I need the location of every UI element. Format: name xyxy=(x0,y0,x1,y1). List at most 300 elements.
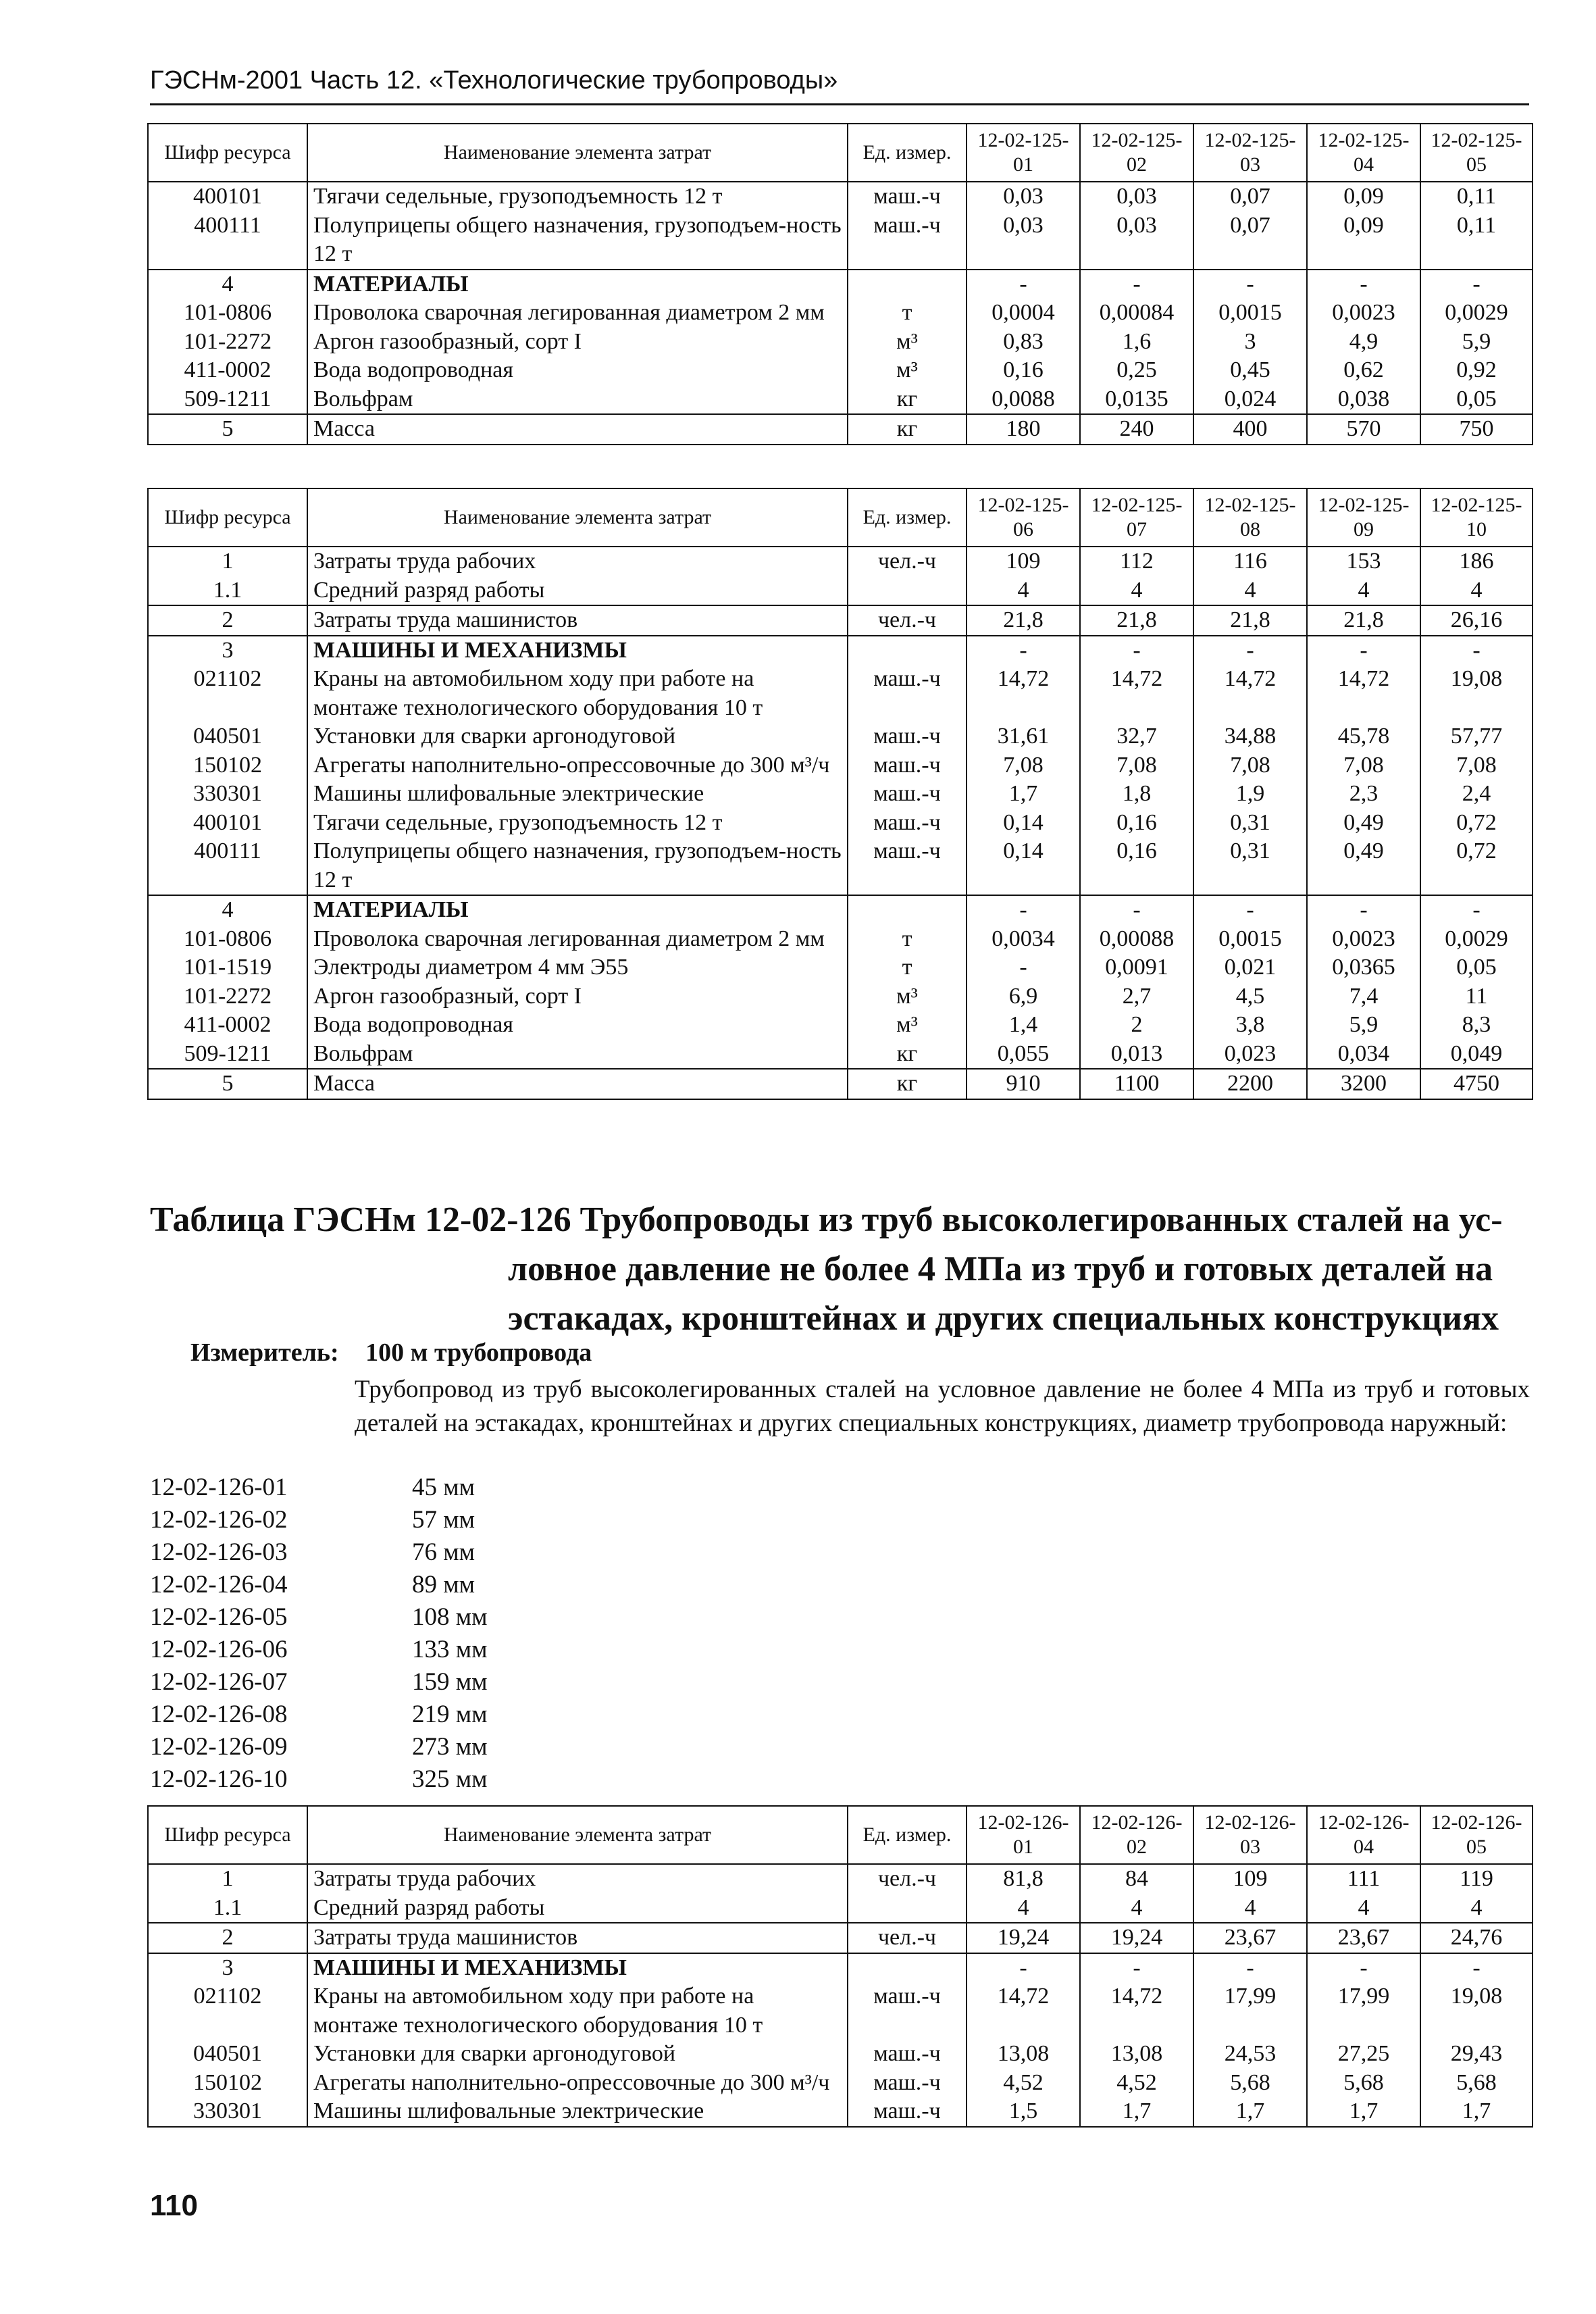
norm-value: 0,0088 xyxy=(967,385,1080,415)
norm-value: 23,67 xyxy=(1307,1923,1420,1953)
resource-code: 330301 xyxy=(148,780,307,809)
norm-value: 111 xyxy=(1307,1864,1420,1894)
norm-value: 240 xyxy=(1080,414,1193,445)
table-row xyxy=(148,270,1533,299)
resource-name: Затраты труда рабочих xyxy=(307,1864,848,1894)
norm-value: 4 xyxy=(1420,1894,1533,1923)
norm-value: 7,08 xyxy=(967,751,1080,780)
norm-value: 4,5 xyxy=(1193,982,1307,1011)
norm-value: - xyxy=(1307,636,1420,665)
norm-value: 0,31 xyxy=(1193,837,1307,895)
norm-value: - xyxy=(967,270,1080,299)
norm-value: 0,07 xyxy=(1193,182,1307,211)
resource-name: Установки для сварки аргонодуговой xyxy=(307,2040,848,2069)
norm-value: 4,52 xyxy=(967,2069,1080,2098)
norm-value: 21,8 xyxy=(1080,605,1193,636)
norm-value: 0,023 xyxy=(1193,1040,1307,1070)
resource-name: Вольфрам xyxy=(307,385,848,415)
norm-value: - xyxy=(1193,636,1307,665)
resource-code: 4 xyxy=(148,895,307,925)
resource-name: Краны на автомобильном ходу при работе на монтаже технологического оборудования 10 т xyxy=(307,1982,848,2040)
resource-code: 2 xyxy=(148,605,307,636)
norm-value: 3200 xyxy=(1307,1069,1420,1099)
norm-value: 0,055 xyxy=(967,1040,1080,1070)
norm-value: 8,3 xyxy=(1420,1011,1533,1040)
norm-value: 14,72 xyxy=(1193,665,1307,722)
norm-value: 4 xyxy=(967,576,1080,606)
variant-diameter: 57 мм xyxy=(412,1506,475,1534)
variant-item xyxy=(150,1699,488,1731)
resource-code: 3 xyxy=(148,1953,307,1983)
norm-value: 14,72 xyxy=(967,665,1080,722)
norm-value: 19,24 xyxy=(967,1923,1080,1953)
variant-diameter: 219 мм xyxy=(412,1701,488,1728)
table-row xyxy=(148,356,1533,385)
variant-item xyxy=(150,1634,488,1666)
norm-value: 7,4 xyxy=(1307,982,1420,1011)
resource-code: 1 xyxy=(148,1864,307,1894)
norm-value: 45,78 xyxy=(1307,722,1420,751)
resource-code: 509-1211 xyxy=(148,1040,307,1070)
variant-diameter: 108 мм xyxy=(412,1603,488,1631)
norm-value: 4 xyxy=(1080,576,1193,606)
table-row xyxy=(148,2069,1533,2098)
table-row xyxy=(148,1982,1533,2040)
resource-name: Затраты труда машинистов xyxy=(307,605,848,636)
norm-value: 4,9 xyxy=(1307,328,1420,357)
norm-value: 0,03 xyxy=(1080,182,1193,211)
col-head-norm: 12-02-125-09 xyxy=(1307,488,1420,547)
resource-unit: маш.-ч xyxy=(848,182,967,211)
norm-value: 180 xyxy=(967,414,1080,445)
table-row xyxy=(148,2097,1533,2127)
col-head-norm: 12-02-125-07 xyxy=(1080,488,1193,547)
variant-diameter: 89 мм xyxy=(412,1571,475,1599)
resource-code: 021102 xyxy=(148,1982,307,2040)
resource-unit: кг xyxy=(848,1069,967,1099)
resource-unit: м³ xyxy=(848,356,967,385)
norm-value: - xyxy=(1193,270,1307,299)
col-head-norm: 12-02-125-06 xyxy=(967,488,1080,547)
norm-value: 19,08 xyxy=(1420,1982,1533,2040)
variant-diameter: 159 мм xyxy=(412,1668,488,1696)
measure-value: 100 м трубопровода xyxy=(365,1338,592,1367)
norm-value: 32,7 xyxy=(1080,722,1193,751)
norm-value: 0,0015 xyxy=(1193,925,1307,954)
norm-value: 2200 xyxy=(1193,1069,1307,1099)
norm-value: 0,16 xyxy=(1080,809,1193,838)
resource-unit: м³ xyxy=(848,982,967,1011)
norm-value: 7,08 xyxy=(1420,751,1533,780)
resource-unit xyxy=(848,1953,967,1983)
norm-value: 84 xyxy=(1080,1864,1193,1894)
norm-value: 0,03 xyxy=(967,182,1080,211)
norm-value: 2,3 xyxy=(1307,780,1420,809)
col-head-unit: Ед. измер. xyxy=(848,488,967,547)
resource-unit: маш.-ч xyxy=(848,2040,967,2069)
norm-value: 0,31 xyxy=(1193,809,1307,838)
col-head-norm: 12-02-126-03 xyxy=(1193,1806,1307,1864)
resource-unit: маш.-ч xyxy=(848,2097,967,2127)
measure-label: Измеритель: xyxy=(190,1338,339,1367)
norm-value: 0,05 xyxy=(1420,385,1533,415)
norm-value: 0,0029 xyxy=(1420,925,1533,954)
variant-item xyxy=(150,1763,488,1796)
variant-code: 12-02-126-09 xyxy=(150,1733,288,1761)
variant-code: 12-02-126-03 xyxy=(150,1538,288,1566)
norm-value: 0,0004 xyxy=(967,299,1080,328)
variant-item xyxy=(150,1666,488,1699)
norm-value: 7,08 xyxy=(1307,751,1420,780)
norm-value: 0,14 xyxy=(967,837,1080,895)
resource-unit: м³ xyxy=(848,328,967,357)
variant-item xyxy=(150,1504,488,1536)
norm-value: 4,52 xyxy=(1080,2069,1193,2098)
norm-value: 0,0015 xyxy=(1193,299,1307,328)
norm-value: 0,16 xyxy=(1080,837,1193,895)
table-row xyxy=(148,895,1533,925)
resource-name: Аргон газообразный, сорт I xyxy=(307,982,848,1011)
variant-code: 12-02-126-01 xyxy=(150,1474,288,1501)
resource-code: 509-1211 xyxy=(148,385,307,415)
table-row xyxy=(148,780,1533,809)
norm-value: 7,08 xyxy=(1080,751,1193,780)
col-head-name: Наименование элемента затрат xyxy=(307,124,848,182)
norm-value: 19,24 xyxy=(1080,1923,1193,1953)
variant-code: 12-02-126-02 xyxy=(150,1506,288,1534)
table-row xyxy=(148,1923,1533,1953)
resource-code: 101-0806 xyxy=(148,299,307,328)
resource-code: 400101 xyxy=(148,809,307,838)
table-row xyxy=(148,414,1533,445)
norm-value: - xyxy=(1080,1953,1193,1983)
variant-item xyxy=(150,1536,488,1569)
resource-name: Затраты труда рабочих xyxy=(307,547,848,576)
variant-code: 12-02-126-06 xyxy=(150,1636,288,1663)
norm-value: - xyxy=(1420,1953,1533,1983)
variant-code: 12-02-126-07 xyxy=(150,1668,288,1696)
norm-value: 5,9 xyxy=(1420,328,1533,357)
norm-value: 5,68 xyxy=(1420,2069,1533,2098)
norm-value: - xyxy=(1307,270,1420,299)
col-head-code: Шифр ресурса xyxy=(148,488,307,547)
resource-code: 101-2272 xyxy=(148,982,307,1011)
col-head-norm: 12-02-126-01 xyxy=(967,1806,1080,1864)
running-header: ГЭСНм-2001 Часть 12. «Технологические трубопроводы» xyxy=(150,66,1529,105)
resource-unit: чел.-ч xyxy=(848,1864,967,1894)
norm-value: 0,021 xyxy=(1193,953,1307,982)
resource-code: 021102 xyxy=(148,665,307,722)
table-title-line: эстакадах, кронштейнах и других специальных конструкциях xyxy=(508,1299,1499,1338)
norm-value: 0,00084 xyxy=(1080,299,1193,328)
table-row xyxy=(148,605,1533,636)
table-title-line: Таблица ГЭСНм 12-02-126 Трубопроводы из труб высоколегированных сталей на ус- xyxy=(150,1201,1503,1239)
variant-code: 12-02-126-08 xyxy=(150,1701,288,1728)
table-row xyxy=(148,576,1533,606)
table-row xyxy=(148,1069,1533,1099)
norm-value: 0,0023 xyxy=(1307,299,1420,328)
norm-value: 14,72 xyxy=(967,1982,1080,2040)
norm-value: 0,09 xyxy=(1307,211,1420,270)
resource-code: 5 xyxy=(148,414,307,445)
norm-value: 109 xyxy=(1193,1864,1307,1894)
col-head-unit: Ед. измер. xyxy=(848,124,967,182)
resource-name: Затраты труда машинистов xyxy=(307,1923,848,1953)
table-row xyxy=(148,385,1533,415)
resource-table-125-part1 xyxy=(147,123,1533,445)
page-number: 110 xyxy=(150,2189,198,2222)
resource-unit xyxy=(848,895,967,925)
resource-unit: чел.-ч xyxy=(848,547,967,576)
table-row xyxy=(148,751,1533,780)
table-description: Трубопровод из труб высоколегированных сталей на условное давление не более 4 МПа из труб и готовых деталей на эстакадах, кронштейнах и других специальных конструкциях, диаметр трубопровода наружный: xyxy=(355,1376,1530,1437)
resource-table-125-part2 xyxy=(147,488,1533,1100)
norm-value: 0,0365 xyxy=(1307,953,1420,982)
norm-value: 0,14 xyxy=(967,809,1080,838)
variant-diameter: 45 мм xyxy=(412,1474,475,1501)
col-head-norm: 12-02-125-08 xyxy=(1193,488,1307,547)
table-row xyxy=(148,982,1533,1011)
resource-table-126 xyxy=(147,1805,1533,2128)
norm-value: 3 xyxy=(1193,328,1307,357)
norm-value: - xyxy=(1307,895,1420,925)
norm-value: 31,61 xyxy=(967,722,1080,751)
variant-diameter: 133 мм xyxy=(412,1636,488,1663)
resource-code: 400101 xyxy=(148,182,307,211)
norm-value: 34,88 xyxy=(1193,722,1307,751)
table-row xyxy=(148,722,1533,751)
norm-value: 109 xyxy=(967,547,1080,576)
table-row xyxy=(148,1864,1533,1894)
norm-value: 0,45 xyxy=(1193,356,1307,385)
norm-value: 0,00088 xyxy=(1080,925,1193,954)
norm-value: 0,0091 xyxy=(1080,953,1193,982)
resource-code: 040501 xyxy=(148,2040,307,2069)
resource-unit xyxy=(848,1894,967,1923)
resource-name: Проволока сварочная легированная диаметром 2 мм xyxy=(307,925,848,954)
resource-name: Машины шлифовальные электрические xyxy=(307,780,848,809)
col-head-norm: 12-02-125-10 xyxy=(1420,488,1533,547)
norm-value: 0,62 xyxy=(1307,356,1420,385)
norm-value: - xyxy=(967,953,1080,982)
resource-unit: кг xyxy=(848,1040,967,1070)
resource-unit: маш.-ч xyxy=(848,837,967,895)
norm-value: 5,9 xyxy=(1307,1011,1420,1040)
norm-value: 27,25 xyxy=(1307,2040,1420,2069)
resource-unit: маш.-ч xyxy=(848,722,967,751)
norm-value: 14,72 xyxy=(1080,1982,1193,2040)
resource-name: МАТЕРИАЛЫ xyxy=(307,270,848,299)
norm-value: 17,99 xyxy=(1193,1982,1307,2040)
resource-code: 1 xyxy=(148,547,307,576)
resource-name: Аргон газообразный, сорт I xyxy=(307,328,848,357)
resource-name: Средний разряд работы xyxy=(307,1894,848,1923)
norm-value: 4750 xyxy=(1420,1069,1533,1099)
table-row xyxy=(148,182,1533,211)
variant-item xyxy=(150,1601,488,1634)
norm-value: 119 xyxy=(1420,1864,1533,1894)
resource-unit xyxy=(848,270,967,299)
norm-value: 0,0023 xyxy=(1307,925,1420,954)
resource-unit: маш.-ч xyxy=(848,751,967,780)
norm-value: 4 xyxy=(1307,576,1420,606)
table-row xyxy=(148,636,1533,665)
norm-value: 1100 xyxy=(1080,1069,1193,1099)
norm-value: 116 xyxy=(1193,547,1307,576)
table-row xyxy=(148,925,1533,954)
resource-unit: маш.-ч xyxy=(848,211,967,270)
resource-name: Электроды диаметром 4 мм Э55 xyxy=(307,953,848,982)
col-head-norm: 12-02-125-05 xyxy=(1420,124,1533,182)
resource-unit: чел.-ч xyxy=(848,605,967,636)
col-head-norm: 12-02-125-02 xyxy=(1080,124,1193,182)
norm-value: 0,013 xyxy=(1080,1040,1193,1070)
resource-name: Тягачи седельные, грузоподъемность 12 т xyxy=(307,809,848,838)
col-head-norm: 12-02-126-02 xyxy=(1080,1806,1193,1864)
col-head-norm: 12-02-125-04 xyxy=(1307,124,1420,182)
resource-unit: чел.-ч xyxy=(848,1923,967,1953)
resource-name: Агрегаты наполнительно-опрессовочные до 300 м³/ч xyxy=(307,2069,848,2098)
resource-name: Краны на автомобильном ходу при работе на монтаже технологического оборудования 10 т xyxy=(307,665,848,722)
variant-list xyxy=(150,1472,488,1796)
resource-unit: маш.-ч xyxy=(848,2069,967,2098)
norm-value: 0,0034 xyxy=(967,925,1080,954)
resource-unit: кг xyxy=(848,414,967,445)
measure-unit xyxy=(190,1338,592,1367)
resource-name: Вода водопроводная xyxy=(307,356,848,385)
norm-value: 0,0029 xyxy=(1420,299,1533,328)
norm-value: 112 xyxy=(1080,547,1193,576)
norm-value: 57,77 xyxy=(1420,722,1533,751)
norm-value: 910 xyxy=(967,1069,1080,1099)
resource-name: Вода водопроводная xyxy=(307,1011,848,1040)
norm-value: 0,034 xyxy=(1307,1040,1420,1070)
resource-code: 400111 xyxy=(148,837,307,895)
norm-value: - xyxy=(1420,895,1533,925)
col-head-code: Шифр ресурса xyxy=(148,124,307,182)
norm-value: - xyxy=(1193,895,1307,925)
norm-value: 81,8 xyxy=(967,1864,1080,1894)
resource-code: 3 xyxy=(148,636,307,665)
variant-code: 12-02-126-04 xyxy=(150,1571,288,1599)
norm-value: 0,83 xyxy=(967,328,1080,357)
resource-name: Полуприцепы общего назначения, грузоподъем-ность 12 т xyxy=(307,211,848,270)
norm-value: 0,049 xyxy=(1420,1040,1533,1070)
resource-unit: кг xyxy=(848,385,967,415)
norm-value: 1,7 xyxy=(967,780,1080,809)
variant-code: 12-02-126-05 xyxy=(150,1603,288,1631)
norm-value: 4 xyxy=(1307,1894,1420,1923)
norm-value: 11 xyxy=(1420,982,1533,1011)
table-row xyxy=(148,837,1533,895)
norm-value: - xyxy=(1080,270,1193,299)
table-row xyxy=(148,953,1533,982)
table-row xyxy=(148,299,1533,328)
norm-value: - xyxy=(967,1953,1080,1983)
norm-value: 0,03 xyxy=(967,211,1080,270)
resource-name: Масса xyxy=(307,414,848,445)
norm-value: 0,72 xyxy=(1420,809,1533,838)
resource-unit: т xyxy=(848,299,967,328)
norm-value: 2,4 xyxy=(1420,780,1533,809)
norm-value: 4 xyxy=(967,1894,1080,1923)
table-title-line: ловное давление не более 4 МПа из труб и готовых деталей на xyxy=(508,1249,1493,1288)
norm-value: - xyxy=(1080,636,1193,665)
norm-value: - xyxy=(1420,636,1533,665)
resource-code: 040501 xyxy=(148,722,307,751)
resource-code: 411-0002 xyxy=(148,356,307,385)
norm-value: 0,49 xyxy=(1307,837,1420,895)
resource-name: Вольфрам xyxy=(307,1040,848,1070)
resource-name: Средний разряд работы xyxy=(307,576,848,606)
norm-value: 13,08 xyxy=(1080,2040,1193,2069)
resource-code: 101-1519 xyxy=(148,953,307,982)
resource-code: 4 xyxy=(148,270,307,299)
resource-code: 101-0806 xyxy=(148,925,307,954)
resource-code: 5 xyxy=(148,1069,307,1099)
norm-value: 750 xyxy=(1420,414,1533,445)
norm-value: 0,11 xyxy=(1420,182,1533,211)
norm-value: 2,7 xyxy=(1080,982,1193,1011)
variant-diameter: 76 мм xyxy=(412,1538,475,1566)
resource-unit xyxy=(848,576,967,606)
resource-unit xyxy=(848,636,967,665)
col-head-norm: 12-02-125-01 xyxy=(967,124,1080,182)
norm-value: 4 xyxy=(1193,576,1307,606)
resource-name: Проволока сварочная легированная диаметром 2 мм xyxy=(307,299,848,328)
norm-value: 570 xyxy=(1307,414,1420,445)
variant-code: 12-02-126-10 xyxy=(150,1765,288,1793)
norm-value: 21,8 xyxy=(1307,605,1420,636)
table-row xyxy=(148,1953,1533,1983)
norm-value: 14,72 xyxy=(1080,665,1193,722)
norm-value: 0,16 xyxy=(967,356,1080,385)
col-head-norm: 12-02-126-04 xyxy=(1307,1806,1420,1864)
resource-name: МАТЕРИАЛЫ xyxy=(307,895,848,925)
table-row xyxy=(148,328,1533,357)
norm-value: 1,4 xyxy=(967,1011,1080,1040)
norm-value: - xyxy=(1193,1953,1307,1983)
norm-value: 5,68 xyxy=(1193,2069,1307,2098)
resource-unit: маш.-ч xyxy=(848,809,967,838)
norm-value: 17,99 xyxy=(1307,1982,1420,2040)
table-row xyxy=(148,809,1533,838)
resource-code: 101-2272 xyxy=(148,328,307,357)
norm-value: 1,9 xyxy=(1193,780,1307,809)
resource-name: Установки для сварки аргонодуговой xyxy=(307,722,848,751)
resource-name: МАШИНЫ И МЕХАНИЗМЫ xyxy=(307,1953,848,1983)
resource-code: 150102 xyxy=(148,2069,307,2098)
norm-value: 13,08 xyxy=(967,2040,1080,2069)
norm-value: - xyxy=(1420,270,1533,299)
variant-diameter: 273 мм xyxy=(412,1733,488,1761)
norm-value: 1,7 xyxy=(1420,2097,1533,2127)
norm-value: 0,49 xyxy=(1307,809,1420,838)
col-head-norm: 12-02-126-05 xyxy=(1420,1806,1533,1864)
norm-value: 24,53 xyxy=(1193,2040,1307,2069)
norm-value: 1,7 xyxy=(1193,2097,1307,2127)
variant-item xyxy=(150,1472,488,1504)
norm-value: 4 xyxy=(1080,1894,1193,1923)
variant-item xyxy=(150,1731,488,1763)
col-head-name: Наименование элемента затрат xyxy=(307,488,848,547)
norm-value: 6,9 xyxy=(967,982,1080,1011)
norm-value: 1,5 xyxy=(967,2097,1080,2127)
norm-value: 0,09 xyxy=(1307,182,1420,211)
resource-code: 2 xyxy=(148,1923,307,1953)
resource-code: 1.1 xyxy=(148,576,307,606)
norm-value: 4 xyxy=(1420,576,1533,606)
